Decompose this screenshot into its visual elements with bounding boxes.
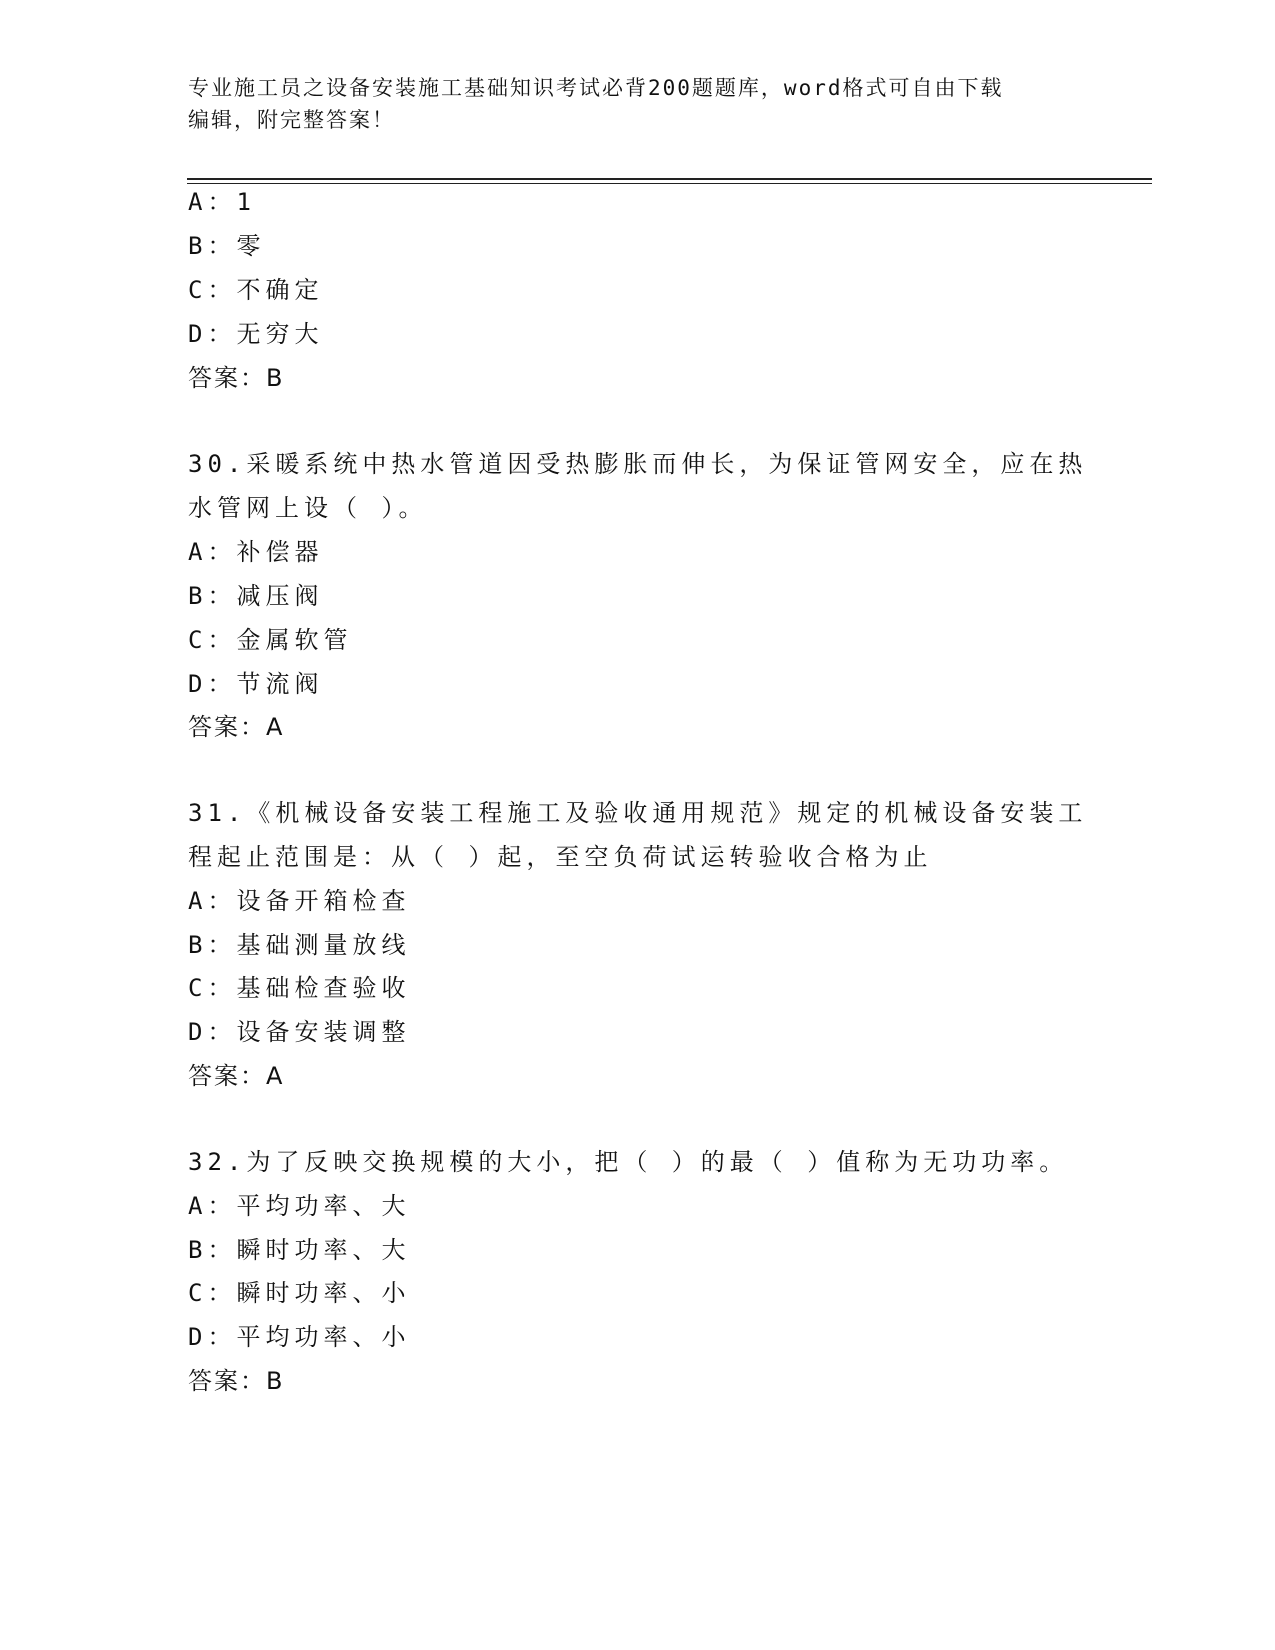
- question-stem-line: 31.《机械设备安装工程施工及验收通用规范》规定的机械设备安装工: [188, 799, 1088, 827]
- question-stem-line: 水管网上设（ ）。: [188, 494, 428, 522]
- question-stem-line: 32.为了反映交换规模的大小，把（ ）的最（ ）值称为无功功率。: [188, 1148, 1069, 1176]
- option-d: D：平均功率、小: [188, 1323, 411, 1351]
- question-stem-line: 30.采暖系统中热水管道因受热膨胀而伸长，为保证管网安全，应在热: [188, 450, 1088, 478]
- option-b: B：瞬时功率、大: [188, 1236, 411, 1264]
- answer-line: 答案：B: [188, 364, 285, 392]
- option-c: C：不确定: [188, 276, 324, 304]
- header-line-1: 专业施工员之设备安装施工基础知识考试必背200题题库，word格式可自由下载: [188, 76, 1004, 100]
- option-a: A：平均功率、大: [188, 1192, 411, 1220]
- option-b: B：基础测量放线: [188, 931, 411, 959]
- option-c: C：基础检查验收: [188, 974, 411, 1002]
- header-divider-thin: [187, 183, 1152, 184]
- option-d: D：节流阀: [188, 670, 324, 698]
- option-d: D：无穷大: [188, 320, 324, 348]
- answer-line: 答案：B: [188, 1367, 285, 1395]
- option-a: A：1: [188, 188, 256, 216]
- option-b: B：零: [188, 232, 266, 260]
- answer-line: 答案：A: [188, 1062, 285, 1090]
- question-stem-line: 程起止范围是：从（ ）起，至空负荷试运转验收合格为止: [188, 843, 933, 871]
- document-header: [188, 72, 1088, 136]
- option-c: C：瞬时功率、小: [188, 1279, 411, 1307]
- header-divider-thick: [187, 178, 1152, 180]
- option-c: C：金属软管: [188, 626, 353, 654]
- option-a: A：设备开箱检查: [188, 887, 411, 915]
- option-d: D：设备安装调整: [188, 1018, 411, 1046]
- option-b: B：减压阀: [188, 582, 324, 610]
- header-line-2: 编辑，附完整答案！: [188, 108, 395, 132]
- option-a: A：补偿器: [188, 538, 324, 566]
- answer-line: 答案：A: [188, 713, 285, 741]
